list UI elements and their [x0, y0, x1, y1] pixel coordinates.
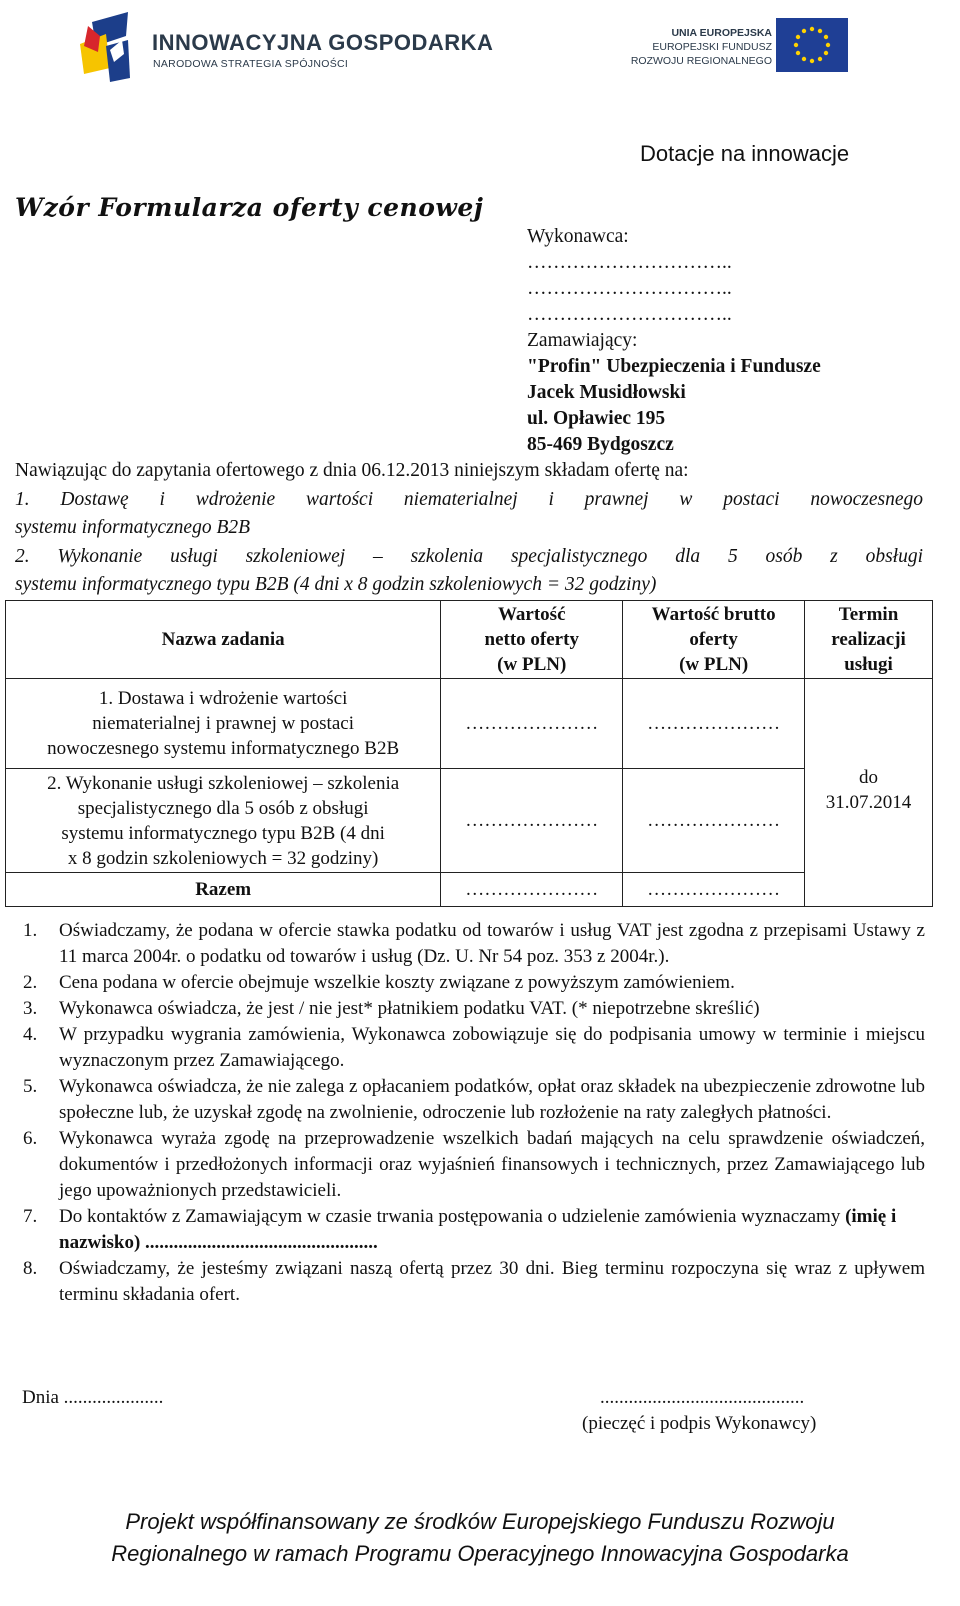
client-name-1: "Profin" Ubezpieczenia i Fundusze: [527, 356, 821, 377]
row2-task: [6, 769, 441, 873]
header-gross: [623, 601, 805, 679]
eu-logo-text: [622, 26, 772, 68]
signature-label: (pieczęć i podpis Wykonawcy): [582, 1413, 817, 1434]
item-text: Oświadczamy, że jesteśmy związani naszą ofertą przez 30 dni. Bieg terminu rozpoczyna się wraz z upływem terminu składania ofert.: [59, 1258, 925, 1305]
total-net: …………………: [441, 873, 623, 907]
row2-task-line3: systemu informatycznego typu B2B (4 dni: [61, 822, 385, 844]
header-net-line1: Wartość: [497, 604, 566, 625]
list-item: [15, 1022, 925, 1074]
list-item: [15, 1126, 925, 1204]
contractor-blank-2: …………………………..: [527, 278, 732, 299]
eu-logo-line3: ROZWOJU REGIONALNEGO: [630, 55, 772, 67]
contact-person-label: (imię i nazwisko): [59, 1206, 897, 1253]
list-item: [15, 1074, 925, 1126]
row2-task-line4: x 8 godzin szkoleniowych = 32 godziny): [67, 847, 379, 869]
header-gross-line2: oferty: [689, 629, 738, 650]
header-net-line2: netto oferty: [484, 629, 579, 650]
footer-line1: Projekt współfinansowany ze środków Europejskiego Funduszu Rozwoju: [125, 1509, 835, 1534]
row1-task-line3: nowoczesnego systemu informatycznego B2B: [47, 738, 400, 759]
list-item: [15, 1204, 925, 1256]
row2-net: …………………: [441, 769, 623, 873]
table-row: [6, 679, 933, 769]
intro-text: Nawiązując do zapytania ofertowego z dnia 06.12.2013 niniejszym składam ofertę na:: [15, 460, 689, 481]
statements-list: [15, 918, 925, 1308]
header-term-line2: realizacji: [831, 629, 906, 650]
term-line2: 31.07.2014: [825, 792, 912, 813]
item-number: 4.: [23, 1024, 38, 1045]
table-total-row: [6, 873, 933, 907]
term-line1: do: [859, 767, 879, 788]
list-item: [15, 1256, 925, 1308]
intro-item1-line2: systemu informatycznego B2B: [15, 517, 251, 538]
list-item: [15, 996, 925, 1022]
client-street: ul. Opławiec 195: [527, 408, 666, 429]
header-term: [805, 601, 933, 679]
item-text: Oświadczamy, że podana w ofercie stawka podatku od towarów i usług VAT jest zgodna z przepisami Ustawy z 11 marca 2004r. o podatku od towarów i usług (Dz. U. Nr 54 poz. 353 z 2004r.).: [59, 920, 925, 967]
item-text: Wykonawca oświadcza, że jest / nie jest* płatnikiem podatku VAT. (* niepotrzebne skreślić): [59, 998, 760, 1019]
eu-logo-line1: UNIA EUROPEJSKA: [671, 27, 772, 39]
total-label: Razem: [6, 873, 441, 907]
contractor-blank-1: …………………………..: [527, 252, 732, 273]
table-row: [6, 769, 933, 873]
item-number: 7.: [23, 1206, 38, 1227]
signature-field[interactable]: ...........................................: [600, 1387, 805, 1408]
contractor-blank-3: …………………………..: [527, 304, 732, 325]
row2-task-line1: 2. Wykonanie usługi szkoleniowej – szkolenia: [47, 772, 400, 794]
row1-task: [6, 679, 441, 769]
eu-flag-icon: [776, 18, 848, 72]
total-gross: …………………: [623, 873, 805, 907]
client-name-2: Jacek Musidłowski: [527, 382, 686, 403]
footer: [0, 1506, 960, 1570]
date-field[interactable]: Dnia .....................: [22, 1387, 164, 1408]
row1-gross: …………………: [623, 679, 805, 769]
contact-person-field[interactable]: .................................................: [145, 1232, 378, 1253]
header-net-line3: (w PLN): [497, 654, 567, 675]
row1-task-line2: niematerialnej i prawnej w postaci: [92, 713, 354, 734]
client-label: Zamawiający:: [527, 330, 638, 351]
header-task: Nazwa zadania: [6, 601, 441, 679]
item-text: Wykonawca wyraża zgodę na przeprowadzenie wszelkich badań mających na celu sprawdzenie oświadczeń, dokumentów i przedłożonych informacji oraz wyjaśnień finansowych i technicznych, przez Zamawiającego lub jego upoważnionych przedstawicieli.: [59, 1128, 925, 1201]
document-title: Wzór Formularza oferty cenowej: [15, 193, 484, 222]
contractor-label: Wykonawca:: [527, 226, 629, 247]
header-term-line1: Termin: [838, 604, 899, 625]
header-net: [441, 601, 623, 679]
eu-logo-line2: EUROPEJSKI FUNDUSZ: [652, 41, 772, 53]
row2-gross: …………………: [623, 769, 805, 873]
header-gross-line1: Wartość brutto: [651, 604, 776, 625]
table-header-row: [6, 601, 933, 679]
item-number: 3.: [23, 998, 38, 1019]
term-cell: [805, 679, 933, 907]
client-city: 85-469 Bydgoszcz: [527, 434, 674, 455]
row1-task-line1: 1. Dostawa i wdrożenie wartości: [98, 688, 348, 709]
offer-table: [5, 600, 933, 907]
list-item: [15, 970, 925, 996]
header-term-line3: usługi: [844, 654, 893, 675]
row1-net: …………………: [441, 679, 623, 769]
intro-item2-line2: systemu informatycznego typu B2B (4 dni x 8 godzin szkoleniowych = 32 godziny): [15, 574, 657, 595]
footer-line2: Regionalnego w ramach Programu Operacyjnego Innowacyjna Gospodarka: [111, 1541, 849, 1566]
header-gross-line3: (w PLN): [679, 654, 749, 675]
innowacyjna-gospodarka-logo-mark: [70, 6, 150, 86]
logo-title: INNOWACYJNA GOSPODARKA: [152, 30, 494, 55]
list-item: [15, 918, 925, 970]
item-text: Do kontaktów z Zamawiającym w czasie trwania postępowania o udzielenie zamówienia wyznaczamy: [59, 1206, 841, 1227]
item-number: 6.: [23, 1128, 38, 1149]
intro-item2-line1: 2. Wykonanie usługi szkoleniowej – szkolenia specjalistycznego dla 5 osób z obsługi: [15, 546, 923, 567]
item-number: 5.: [23, 1076, 38, 1097]
logo-subtitle: NARODOWA STRATEGIA SPÓJNOŚCI: [153, 58, 349, 70]
item-number: 2.: [23, 972, 38, 993]
item-text: Cena podana w ofercie obejmuje wszelkie koszty związane z powyższym zamówieniem.: [59, 972, 735, 993]
item-text: W przypadku wygrania zamówienia, Wykonawca zobowiązuje się do podpisania umowy w terminie i miejscu wyznaczonym przez Zamawiającego.: [59, 1024, 925, 1071]
item-number: 1.: [23, 920, 38, 941]
intro-item1-line1: 1. Dostawę i wdrożenie wartości niematerialnej i prawnej w postaci nowoczesnego: [15, 489, 923, 510]
tagline: Dotacje na innowacje: [640, 141, 850, 166]
item-number: 8.: [23, 1258, 38, 1279]
item-text: Wykonawca oświadcza, że nie zalega z opłacaniem podatków, opłat oraz składek na ubezpieczenie zdrowotne lub społeczne lub, że uzyskał zgodę na zwolnienie, odroczenie lub rozłożenie na raty zaległych płatności.: [59, 1076, 925, 1123]
row2-task-line2: specjalistycznego dla 5 osób z obsługi: [77, 797, 369, 819]
